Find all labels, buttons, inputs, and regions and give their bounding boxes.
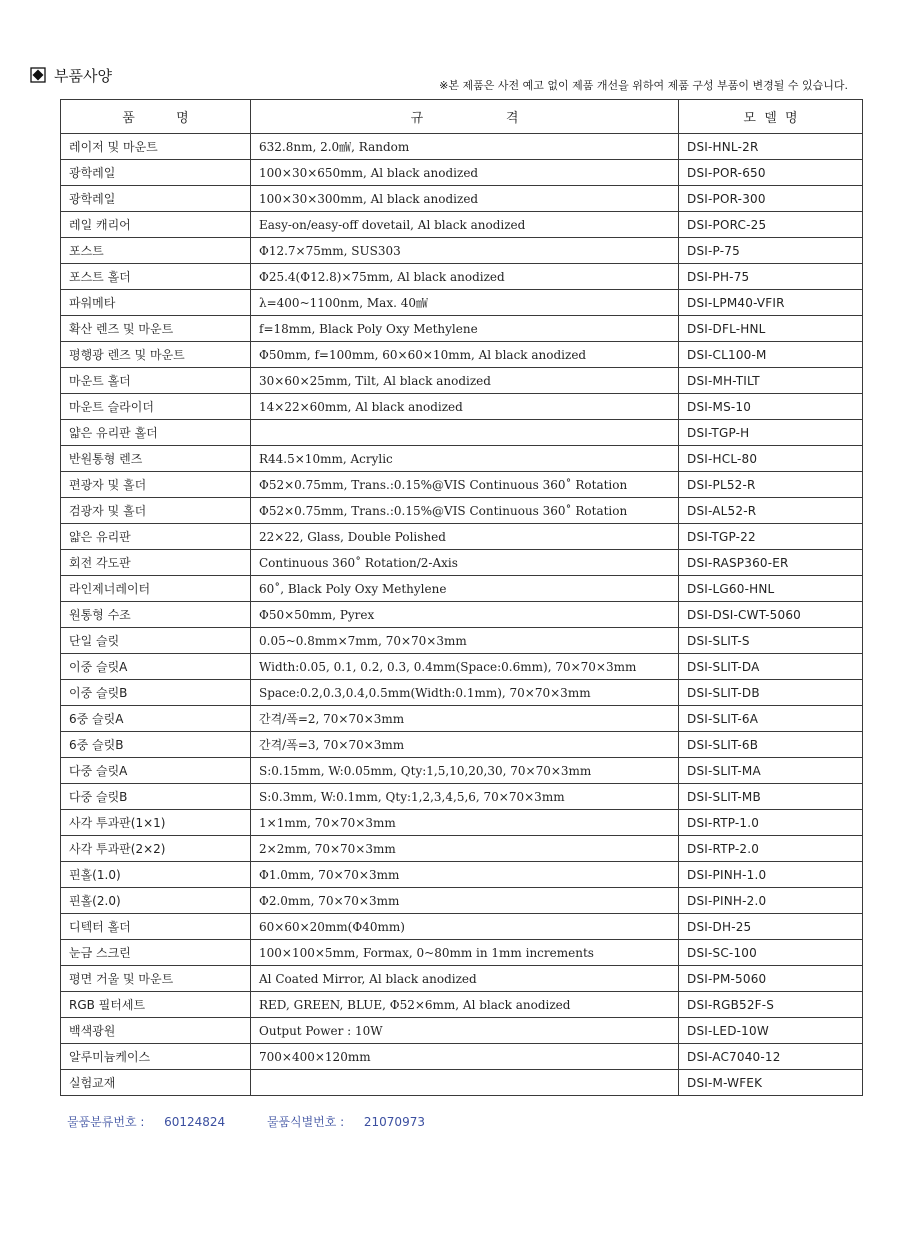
model-cell: DSI-TGP-H [679, 420, 863, 446]
table-row [61, 576, 863, 602]
table-row [61, 394, 863, 420]
model-cell: DSI-HCL-80 [679, 446, 863, 472]
model-cell: DSI-SLIT-DA [679, 654, 863, 680]
footer-codes [67, 1113, 425, 1130]
spec-cell: R44.5×10mm, Acrylic [251, 446, 679, 472]
model-cell: DSI-LG60-HNL [679, 576, 863, 602]
identification-number: 21070973 [363, 1115, 425, 1129]
model-cell: DSI-SLIT-DB [679, 680, 863, 706]
table-row [61, 264, 863, 290]
part-name-cell: 얇은 유리판 홀더 [61, 420, 251, 446]
part-name-cell: 검광자 및 홀더 [61, 498, 251, 524]
table-row [61, 888, 863, 914]
part-name-cell: 반원통형 렌즈 [61, 446, 251, 472]
spec-cell: λ=400~1100nm, Max. 40㎽ [251, 290, 679, 316]
model-cell: DSI-LPM40-VFIR [679, 290, 863, 316]
model-cell: DSI-SLIT-MA [679, 758, 863, 784]
table-row [61, 862, 863, 888]
table-row [61, 940, 863, 966]
table-row [61, 966, 863, 992]
table-row [61, 186, 863, 212]
table-row [61, 238, 863, 264]
spec-cell [251, 420, 679, 446]
table-row [61, 160, 863, 186]
part-name-cell: 레이저 및 마운트 [61, 134, 251, 160]
part-name-cell: 확산 렌즈 및 마운트 [61, 316, 251, 342]
table-row [61, 498, 863, 524]
model-cell: DSI-POR-300 [679, 186, 863, 212]
model-cell: DSI-SLIT-6A [679, 706, 863, 732]
model-cell: DSI-PM-5060 [679, 966, 863, 992]
spec-cell: Φ52×0.75mm, Trans.:0.15%@VIS Continuous 360˚ Rotation [251, 472, 679, 498]
spec-cell: 22×22, Glass, Double Polished [251, 524, 679, 550]
spec-cell: S:0.3mm, W:0.1mm, Qty:1,2,3,4,5,6, 70×70×3mm [251, 784, 679, 810]
part-name-cell: 편광자 및 홀더 [61, 472, 251, 498]
part-name-cell: 원통형 수조 [61, 602, 251, 628]
part-name-cell: 마운트 슬라이더 [61, 394, 251, 420]
model-cell: DSI-DSI-CWT-5060 [679, 602, 863, 628]
table-row [61, 1044, 863, 1070]
table-row [61, 1018, 863, 1044]
table-row [61, 810, 863, 836]
part-name-cell: 평면 거울 및 마운트 [61, 966, 251, 992]
spec-cell: Φ25.4(Φ12.8)×75mm, Al black anodized [251, 264, 679, 290]
part-name-cell: 광학레일 [61, 160, 251, 186]
spec-cell: 1×1mm, 70×70×3mm [251, 810, 679, 836]
spec-cell: 100×100×5mm, Formax, 0~80mm in 1mm increments [251, 940, 679, 966]
spec-cell: Φ1.0mm, 70×70×3mm [251, 862, 679, 888]
table-row [61, 992, 863, 1018]
table-row [61, 836, 863, 862]
part-name-cell: 6중 슬릿B [61, 732, 251, 758]
spec-cell: 14×22×60mm, Al black anodized [251, 394, 679, 420]
table-row [61, 654, 863, 680]
part-name-cell: 백색광원 [61, 1018, 251, 1044]
table-row [61, 550, 863, 576]
table-row [61, 602, 863, 628]
model-cell: DSI-M-WFEK [679, 1070, 863, 1096]
spec-cell [251, 1070, 679, 1096]
model-cell: DSI-P-75 [679, 238, 863, 264]
model-cell: DSI-DH-25 [679, 914, 863, 940]
diamond-icon [30, 67, 46, 83]
spec-cell: S:0.15mm, W:0.05mm, Qty:1,5,10,20,30, 70×70×3mm [251, 758, 679, 784]
model-cell: DSI-AL52-R [679, 498, 863, 524]
spec-cell: Φ50×50mm, Pyrex [251, 602, 679, 628]
header-model: 모 델 명 [679, 100, 863, 134]
header-spec: 규 격 [251, 100, 679, 134]
spec-cell: f=18mm, Black Poly Oxy Methylene [251, 316, 679, 342]
part-name-cell: 디텍터 홀더 [61, 914, 251, 940]
table-row [61, 758, 863, 784]
table-row [61, 628, 863, 654]
table-row [61, 472, 863, 498]
model-cell: DSI-PINH-2.0 [679, 888, 863, 914]
model-cell: DSI-SLIT-MB [679, 784, 863, 810]
part-name-cell: 회전 각도판 [61, 550, 251, 576]
model-cell: DSI-RTP-1.0 [679, 810, 863, 836]
spec-cell: Φ2.0mm, 70×70×3mm [251, 888, 679, 914]
part-name-cell: 눈금 스크린 [61, 940, 251, 966]
part-name-cell: 포스트 [61, 238, 251, 264]
section-title: 부품사양 [54, 66, 112, 85]
part-name-cell: 사각 투과판(2×2) [61, 836, 251, 862]
spec-cell: 간격/폭=3, 70×70×3mm [251, 732, 679, 758]
part-name-cell: 이중 슬릿A [61, 654, 251, 680]
spec-cell: Output Power : 10W [251, 1018, 679, 1044]
model-cell: DSI-DFL-HNL [679, 316, 863, 342]
spec-cell: 60×60×20mm(Φ40mm) [251, 914, 679, 940]
spec-cell: Φ50mm, f=100mm, 60×60×10mm, Al black anodized [251, 342, 679, 368]
classification-number: 60124824 [164, 1115, 226, 1129]
part-name-cell: 다중 슬릿B [61, 784, 251, 810]
model-cell: DSI-AC7040-12 [679, 1044, 863, 1070]
model-cell: DSI-SC-100 [679, 940, 863, 966]
table-row [61, 914, 863, 940]
spec-cell: Easy-on/easy-off dovetail, Al black anodized [251, 212, 679, 238]
table-row [61, 290, 863, 316]
part-name-cell: 다중 슬릿A [61, 758, 251, 784]
table-row [61, 784, 863, 810]
spec-cell: 0.05~0.8mm×7mm, 70×70×3mm [251, 628, 679, 654]
model-cell: DSI-HNL-2R [679, 134, 863, 160]
part-name-cell: 단일 슬릿 [61, 628, 251, 654]
part-name-cell: 이중 슬릿B [61, 680, 251, 706]
table-row [61, 420, 863, 446]
model-cell: DSI-SLIT-S [679, 628, 863, 654]
section-heading [30, 64, 112, 86]
part-name-cell: 광학레일 [61, 186, 251, 212]
part-name-cell: 레일 캐리어 [61, 212, 251, 238]
table-row [61, 680, 863, 706]
spec-cell: 632.8nm, 2.0㎽, Random [251, 134, 679, 160]
table-header-row [61, 100, 863, 134]
part-name-cell: 실험교재 [61, 1070, 251, 1096]
spec-cell: 30×60×25mm, Tilt, Al black anodized [251, 368, 679, 394]
table-row [61, 706, 863, 732]
table-row [61, 316, 863, 342]
table-row [61, 446, 863, 472]
spec-cell: Continuous 360˚ Rotation/2-Axis [251, 550, 679, 576]
table-row [61, 342, 863, 368]
parts-spec-table [60, 99, 863, 1096]
part-name-cell: 마운트 홀더 [61, 368, 251, 394]
part-name-cell: 6중 슬릿A [61, 706, 251, 732]
spec-cell: Space:0.2,0.3,0.4,0.5mm(Width:0.1mm), 70×70×3mm [251, 680, 679, 706]
part-name-cell: 사각 투과판(1×1) [61, 810, 251, 836]
part-name-cell: 알루미늄케이스 [61, 1044, 251, 1070]
model-cell: DSI-RASP360-ER [679, 550, 863, 576]
model-cell: DSI-LED-10W [679, 1018, 863, 1044]
model-cell: DSI-SLIT-6B [679, 732, 863, 758]
model-cell: DSI-PH-75 [679, 264, 863, 290]
model-cell: DSI-TGP-22 [679, 524, 863, 550]
spec-cell: 700×400×120mm [251, 1044, 679, 1070]
model-cell: DSI-CL100-M [679, 342, 863, 368]
spec-cell: 100×30×650mm, Al black anodized [251, 160, 679, 186]
spec-cell: Φ12.7×75mm, SUS303 [251, 238, 679, 264]
part-name-cell: 평행광 렌즈 및 마운트 [61, 342, 251, 368]
part-name-cell: 라인제너레이터 [61, 576, 251, 602]
model-cell: DSI-POR-650 [679, 160, 863, 186]
spec-cell: 2×2mm, 70×70×3mm [251, 836, 679, 862]
part-name-cell: 핀홀(2.0) [61, 888, 251, 914]
model-cell: DSI-PORC-25 [679, 212, 863, 238]
model-cell: DSI-RTP-2.0 [679, 836, 863, 862]
spec-cell: 60˚, Black Poly Oxy Methylene [251, 576, 679, 602]
header-part-name: 품 명 [61, 100, 251, 134]
model-cell: DSI-PINH-1.0 [679, 862, 863, 888]
spec-cell: 간격/폭=2, 70×70×3mm [251, 706, 679, 732]
part-name-cell: 파워메타 [61, 290, 251, 316]
table-row [61, 524, 863, 550]
spec-cell: Width:0.05, 0.1, 0.2, 0.3, 0.4mm(Space:0.6mm), 70×70×3mm [251, 654, 679, 680]
model-cell: DSI-RGB52F-S [679, 992, 863, 1018]
table-row [61, 134, 863, 160]
table-row [61, 1070, 863, 1096]
model-cell: DSI-MH-TILT [679, 368, 863, 394]
model-cell: DSI-MS-10 [679, 394, 863, 420]
part-name-cell: 핀홀(1.0) [61, 862, 251, 888]
spec-cell: 100×30×300mm, Al black anodized [251, 186, 679, 212]
spec-cell: RED, GREEN, BLUE, Φ52×6mm, Al black anodized [251, 992, 679, 1018]
change-notice: ※본 제품은 사전 예고 없이 제품 개선을 위하여 제품 구성 부품이 변경될 수 있습니다. [439, 79, 848, 92]
model-cell: DSI-PL52-R [679, 472, 863, 498]
part-name-cell: 얇은 유리판 [61, 524, 251, 550]
table-row [61, 732, 863, 758]
identification-label: 물품식별번호 : [266, 1115, 345, 1129]
classification-label: 물품분류번호 : [67, 1115, 145, 1129]
part-name-cell: 포스트 홀더 [61, 264, 251, 290]
table-row [61, 212, 863, 238]
spec-cell: Φ52×0.75mm, Trans.:0.15%@VIS Continuous 360˚ Rotation [251, 498, 679, 524]
part-name-cell: RGB 필터세트 [61, 992, 251, 1018]
spec-cell: Al Coated Mirror, Al black anodized [251, 966, 679, 992]
table-row [61, 368, 863, 394]
